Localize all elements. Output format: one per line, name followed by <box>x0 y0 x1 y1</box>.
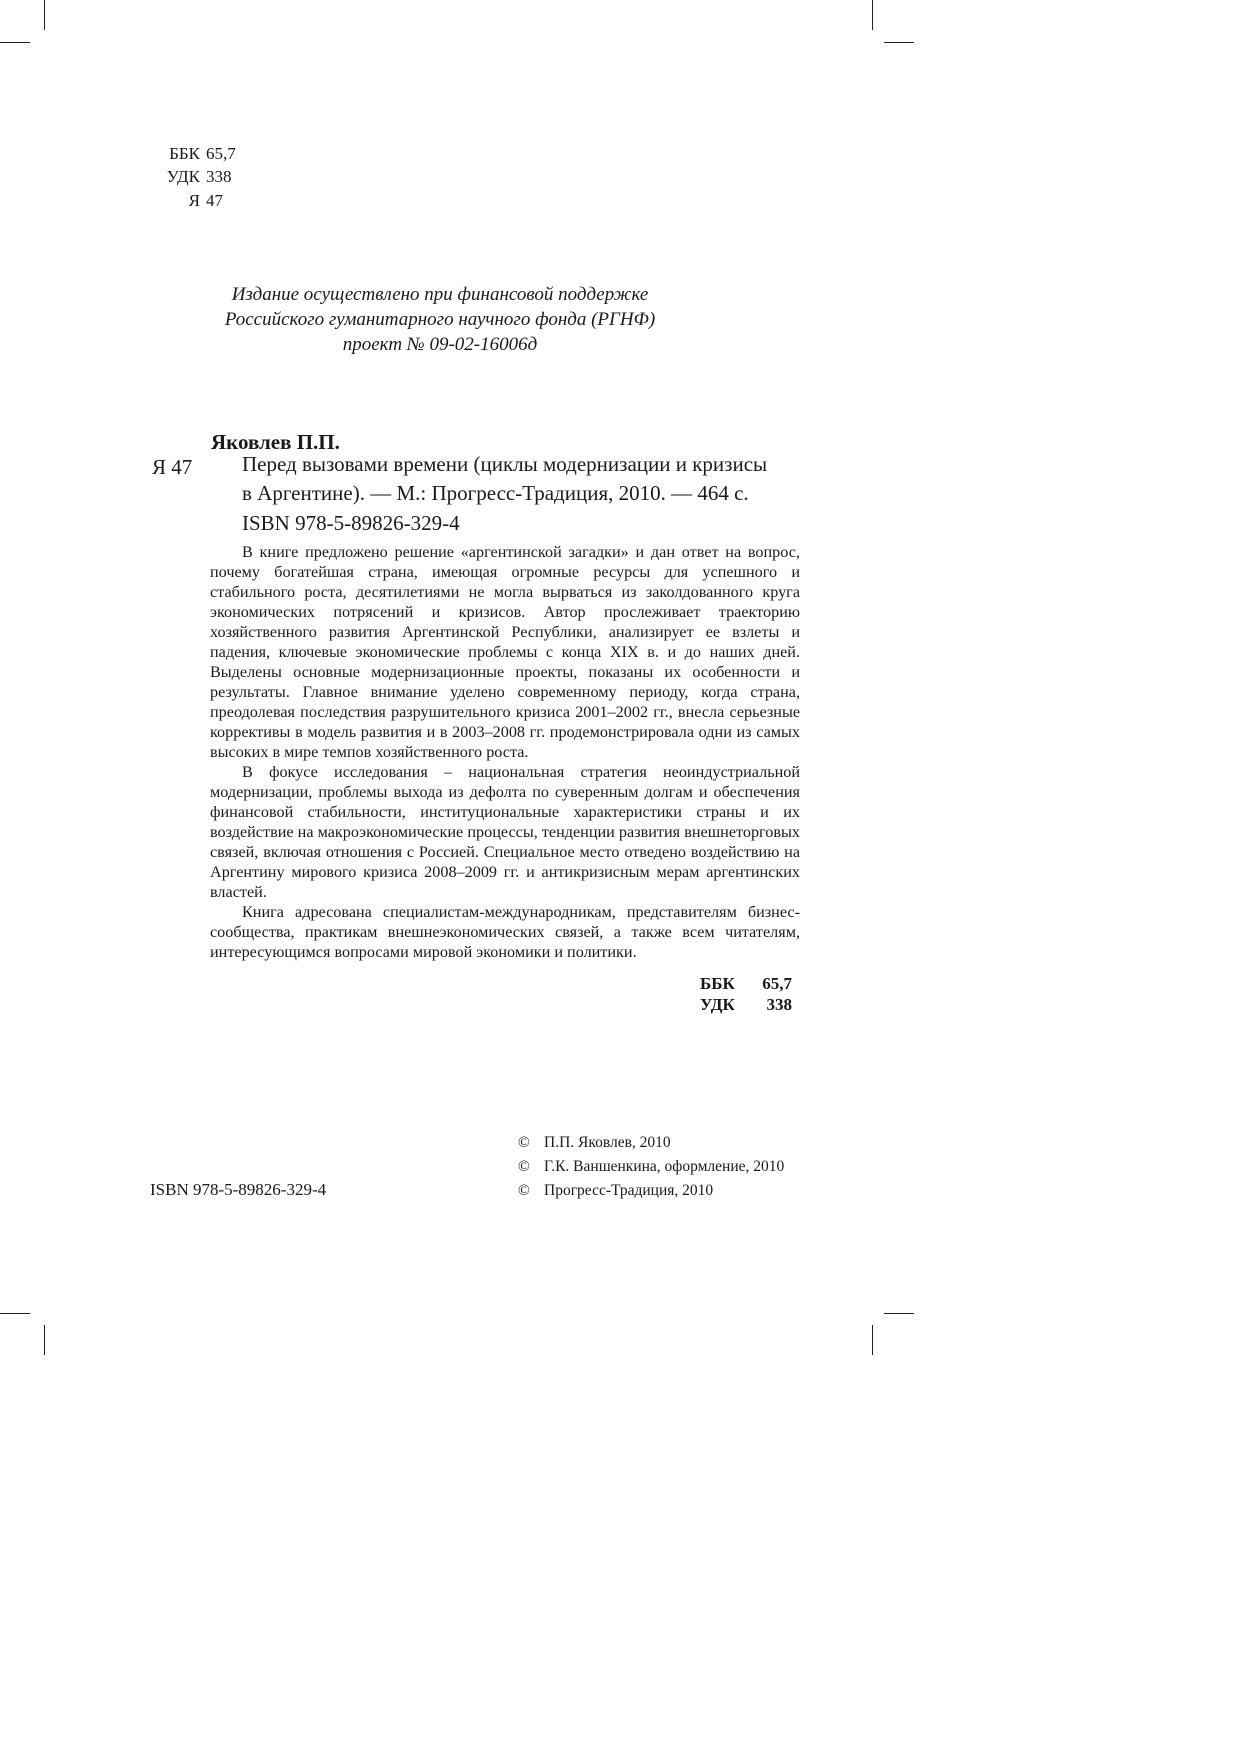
udk-code-bottom <box>700 994 798 1015</box>
author-mark-value: 47 <box>206 191 223 210</box>
isbn-record: ISBN 978-5-89826-329-4 <box>242 511 460 535</box>
crop-mark-top-right-horizontal <box>884 42 914 43</box>
copyright-symbol: © <box>518 1134 530 1151</box>
crop-mark-top-left-horizontal <box>0 42 30 43</box>
udk-bottom-value: 338 <box>766 995 792 1014</box>
crop-mark-top-right-vertical <box>872 0 873 30</box>
copyright-symbol: © <box>518 1182 530 1199</box>
author-mark-label: Я <box>188 191 200 210</box>
bibliographic-description <box>242 450 802 508</box>
author-name: Яковлев П.П. <box>211 430 340 454</box>
crop-mark-bottom-right-vertical <box>872 1325 873 1355</box>
abstract-paragraph-2: В фокусе исследования – национальная стратегия неоиндустриальной модернизации, проблемы выхода из дефолта по суверенным долгам и обеспечения финансовой стабильности, институциональные характеристики страны и их воздействие на макроэкономические процессы, тенденции развития внешнеторговых связей, включая отношения с Россией. Специальное место отведено воздействию на Аргентину мирового кризиса 2008–2009 гг. и антикризисным мерам аргентинских властей. <box>210 763 800 901</box>
crop-mark-bottom-left-vertical <box>44 1325 45 1355</box>
udk-value: 338 <box>206 167 232 186</box>
copyright-text: Прогресс-Традиция, 2010 <box>544 1182 714 1199</box>
funding-note <box>200 282 680 357</box>
bbk-value: 65,7 <box>206 144 236 163</box>
bbk-label: ББК <box>169 144 200 163</box>
funding-line-1: Издание осуществлено при финансовой поддержке <box>231 284 649 305</box>
copyright-symbol: © <box>518 1158 530 1175</box>
udk-bottom-label: УДК <box>700 995 735 1014</box>
copyright-line-1 <box>518 1133 671 1153</box>
udk-code <box>152 165 232 188</box>
bbk-code <box>152 142 236 165</box>
copyright-line-3 <box>518 1181 713 1201</box>
crop-mark-bottom-left-horizontal <box>0 1313 30 1314</box>
funding-line-2: Российского гуманитарного научного фонда (РГНФ) <box>224 309 656 330</box>
crop-mark-bottom-right-horizontal <box>884 1313 914 1314</box>
bbk-bottom-label: ББК <box>700 974 735 993</box>
copyright-line-2 <box>518 1157 784 1177</box>
isbn-bottom: ISBN 978-5-89826-329-4 <box>150 1180 327 1199</box>
shelf-mark: Я 47 <box>152 455 193 479</box>
copyright-text: Г.К. Ваншенкина, оформление, 2010 <box>544 1158 785 1175</box>
bbk-bottom-value: 65,7 <box>762 974 792 993</box>
abstract-paragraph-3: Книга адресована специалистам-международникам, представителям бизнес-сообщества, практикам внешнеэкономических связей, а также всем читателям, интересующимся вопросами мировой экономики и политики. <box>210 903 800 961</box>
abstract-paragraph-1: В книге предложено решение «аргентинской загадки» и дан ответ на вопрос, почему богатейшая страна, имеющая огромные ресурсы для успешного и стабильного роста, десятилетиями не могла вырваться из заколдованного круга экономических потрясений и кризисов. Автор прослеживает траекторию хозяйственного развития Аргентинской Республики, анализирует ее взлеты и падения, ключевые экономические проблемы с конца XIX в. и до наших дней. Выделены основные модернизационные проекты, показаны их особенности и результаты. Главное внимание уделено современному периоду, когда страна, преодолевая последствия разрушительного кризиса 2001–2002 гг., внесла серьезные коррективы в модель развития и в 2003–2008 гг. продемонстрировала одни из самых высоких в мире темпов хозяйственного роста. <box>210 543 800 761</box>
udk-label: УДК <box>166 167 200 186</box>
description-line-1: Перед вызовами времени (циклы модернизации и кризисы <box>242 452 768 476</box>
description-line-2: в Аргентине). — М.: Прогресс-Традиция, 2010. — 464 с. <box>242 481 749 505</box>
bbk-code-bottom <box>700 973 798 994</box>
copyright-text: П.П. Яковлев, 2010 <box>544 1134 671 1151</box>
crop-mark-top-left-vertical <box>44 0 45 30</box>
abstract <box>210 542 800 962</box>
funding-line-3: проект № 09-02-16006д <box>342 334 538 355</box>
author-mark-code <box>152 189 223 212</box>
